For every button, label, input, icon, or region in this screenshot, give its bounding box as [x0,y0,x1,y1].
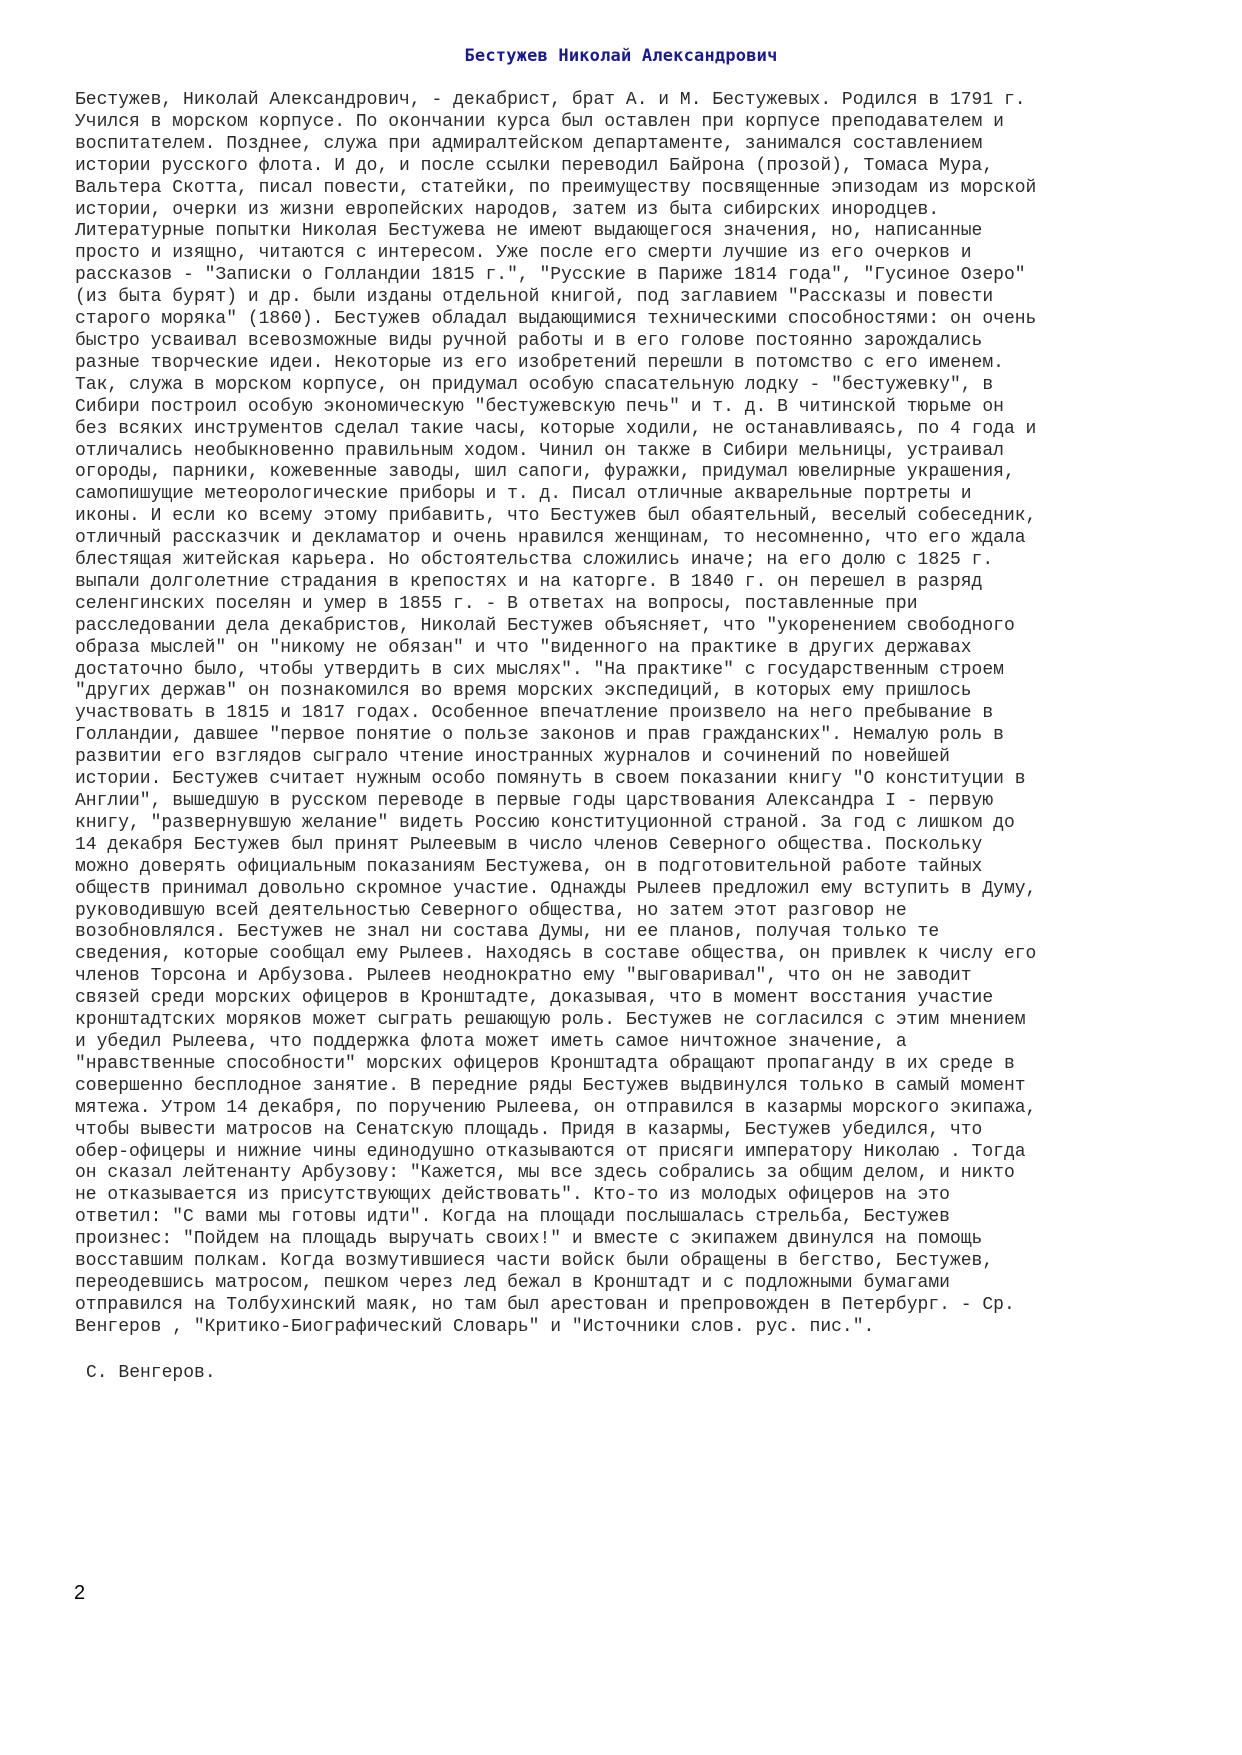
text-line: руководившую всей деятельностью Северного общества, но затем этот разговор не [75,900,907,921]
text-line: "других держав" он познакомился во время морских экспедиций, в которых ему пришлось [75,681,972,702]
text-line: разные творческие идеи. Некоторые из его изобретений перешли в потомство с его именем. [75,352,1004,373]
page-number: 2 [74,1582,86,1604]
text-line: ответил: "С вами мы готовы идти". Когда на площади послышалась стрельба, Бестужев [75,1207,950,1228]
text-line: не отказывается из присутствующих действовать". Кто-то из молодых офицеров на это [75,1185,950,1206]
text-line: переодевшись матросом, пешком через лед бежал в Кронштадт и с подложными бумагами [75,1272,950,1293]
text-line: истории. Бестужев считает нужным особо помянуть в своем показании книгу "О конституции в [75,769,1026,790]
text-line: 14 декабря Бестужев был принят Рылеевым в число членов Северного общества. Поскольку [75,834,983,855]
page-title: Бестужев Николай Александрович [464,46,778,66]
text-line: сведения, которые сообщал ему Рылеев. Находясь в составе общества, он привлек к числу его [75,944,1037,965]
text-line: (из быта бурят) и др. были изданы отдельной книгой, под заглавием "Рассказы и повести [75,287,994,308]
text-line: можно доверять официальным показаниям Бестужева, он в подготовительной работе тайных [75,856,983,877]
text-line: связей среди морских офицеров в Кронштадте, доказывая, что в момент восстания участие [75,988,994,1009]
text-line: огороды, парники, кожевенные заводы, шил сапоги, фуражки, придумал ювелирные украшения, [75,462,1015,483]
text-line: Сибири построил особую экономическую "бестужевскую печь" и т. д. В читинской тюрьме он [75,396,1004,417]
text-line: мятежа. Утром 14 декабря, по поручению Рылеева, он отправился в казармы морского экипажа, [75,1097,1037,1118]
text-line: истории, очерки из жизни европейских народов, затем из быта сибирских инородцев. [75,199,940,220]
text-line: быстро усваивал всевозможные виды ручной работы и в его голове постоянно зарождались [75,330,983,351]
text-line: расследовании дела декабристов, Николай Бестужев объясняет, что "укоренением свободного [75,615,1015,636]
text-line: иконы. И если ко всему этому прибавить, что Бестужев был обаятельный, веселый собеседник, [75,506,1037,527]
text-line: Литературные попытки Николая Бестужева не имеют выдающегося значения, но, написанные [75,221,983,242]
text-line: отправился на Толбухинский маяк, но там был арестован и препровожден в Петербург. - Ср. [75,1294,1015,1315]
text-line: произнес: "Пойдем на площадь выручать своих!" и вместе с экипажем двинулся на помощь [75,1229,983,1250]
text-line: достаточно было, чтобы утвердить в сих мыслях". "На практике" с государственным строем [75,659,1004,680]
text-line: блестящая житейская карьера. Но обстоятельства сложились иначе; на его долю с 1825 г. [75,550,994,571]
text-line: восставшим полкам. Когда возмутившиеся части войск были обращены в бегство, Бестужев, [75,1251,994,1272]
text-line: участвовать в 1815 и 1817 годах. Особенное впечатление произвело на него пребывание в [75,703,994,724]
text-line: обществ принимал довольно скромное участие. Однажды Рылеев предложил ему вступить в Думу, [75,878,1037,899]
text-line: старого моряка" (1860). Бестужев обладал выдающимися техническими способностями: он очень [75,309,1037,330]
text-line: развитии его взглядов сыграло чтение иностранных журналов и сочинений по новейшей [75,747,950,768]
text-line: отличались необыкновенно правильным ходом. Чинил он также в Сибири мельницы, устраивал [75,440,1004,461]
text-line: Бестужев, Николай Александрович, - декабрист, брат А. и М. Бестужевых. Родился в 1791 г. [75,90,1026,110]
text-line: кронштадтских моряков может сыграть решающую роль. Бестужев не согласился с этим мнением [75,1010,1026,1031]
text-line: самопишущие метеорологические приборы и т. д. Писал отличные акварельные портреты и [75,484,972,505]
text-line: образа мыслей" он "никому не обязан" и что "виденного на практике в других державах [75,637,972,658]
author-signature: С. Венгеров. [86,1363,216,1383]
text-line: Учился в морском корпусе. По окончании курса был оставлен при корпусе преподавателем и [75,111,1004,132]
text-line: истории русского флота. И до, и после ссылки переводил Байрона (прозой), Томаса Мура, [75,155,994,176]
text-line: чтобы вывести матросов на Сенатскую площадь. Придя в казармы, Бестужев убедился, что [75,1119,983,1140]
text-line: рассказов - "Записки о Голландии 1815 г.", "Русские в Париже 1814 года", "Гусиное Озеро" [75,265,1026,286]
article-body [75,90,1195,1339]
text-line: Так, служа в морском корпусе, он придумал особую спасательную лодку - "бестужевку", в [75,374,994,395]
text-line: селенгинских поселян и умер в 1855 г. - В ответах на вопросы, поставленные при [75,593,918,614]
text-line: Голландии, давшее "первое понятие о пользе законов и прав гражданских". Немалую роль в [75,725,1004,746]
text-line: Англии", вышедшую в русском переводе в первые годы царствования Александра I - первую [75,791,994,811]
text-line: Венгеров , "Критико-Биографический Словарь" и "Источники слов. рус. пис.". [75,1316,875,1337]
text-line: просто и изящно, читаются с интересом. Уже после его смерти лучшие из его очерков и [75,243,972,264]
text-line: Вальтера Скотта, писал повести, статейки, по преимуществу посвященные эпизодам из морской [75,177,1037,198]
text-line: возобновлялся. Бестужев не знал ни состава Думы, ни ее планов, получая только те [75,922,940,943]
text-line: обер-офицеры и нижние чины единодушно отказываются от присяги императору Николаю . Тогда [75,1141,1026,1162]
text-line: отличный рассказчик и декламатор и очень нравился женщинам, то несомненно, что его ждала [75,528,1026,549]
text-line: и убедил Рылеева, что поддержка флота может иметь самое ничтожное значение, а [75,1031,907,1052]
text-line: без всяких инструментов сделал такие часы, которые ходили, не останавливаясь, по 4 года и [75,418,1037,439]
text-line: воспитателем. Позднее, служа при адмиралтейском департаменте, занимался составлением [75,133,983,154]
text-line: книгу, "развернувшую желание" видеть Россию конституционной страной. За год с лишком до [75,812,1015,833]
text-line: членов Торсона и Арбузова. Рылеев неоднократно ему "выговаривал", что он не заводит [75,966,972,987]
text-line: выпали долголетние страдания в крепостях и на каторге. В 1840 г. он перешел в разряд [75,571,983,592]
text-line: совершенно бесплодное занятие. В передние ряды Бестужев выдвинулся только в самый момент [75,1075,1026,1096]
text-line: "нравственные способности" морских офицеров Кронштадта обращают пропаганду в их среде в [75,1053,1015,1074]
text-line: он сказал лейтенанту Арбузову: "Кажется, мы все здесь собрались за общим делом, и никто [75,1163,1015,1184]
